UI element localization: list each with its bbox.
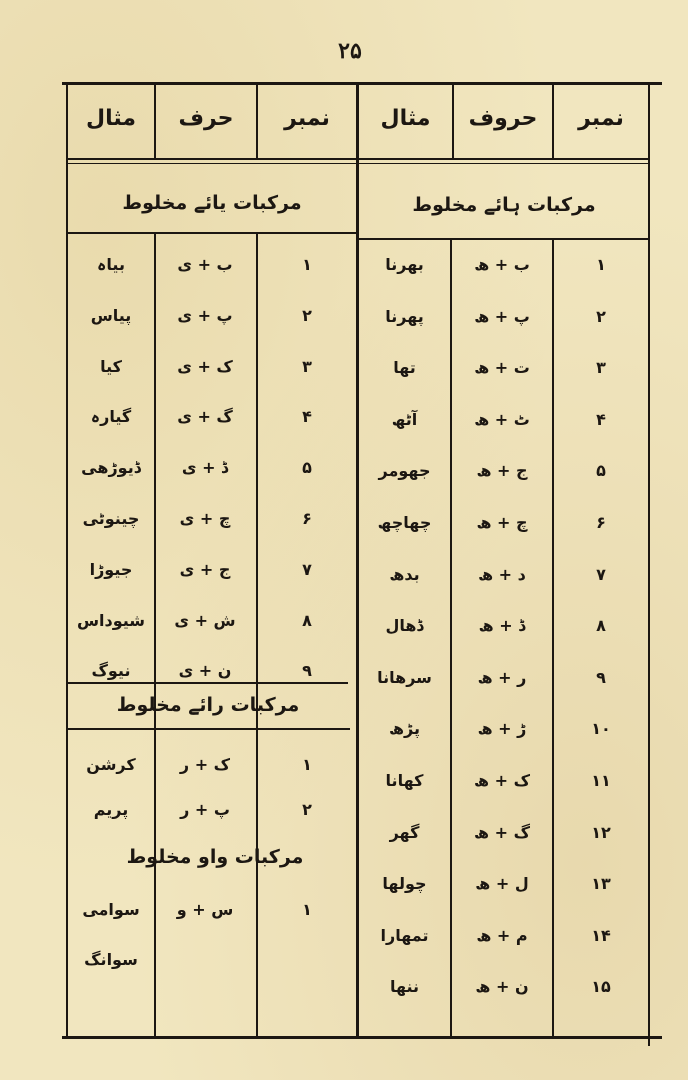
row-number: ۶ <box>596 513 606 532</box>
row-letters: ج + ی <box>179 559 231 579</box>
row-number: ۸ <box>302 610 312 630</box>
row-example: تھا <box>393 358 416 378</box>
row-letters: پ + ر <box>180 800 230 819</box>
row-letters: ش + ی <box>174 610 236 630</box>
header-letters-left: حرف <box>178 106 234 131</box>
row-example: سوامی <box>82 900 140 919</box>
row-number: ۱ <box>596 255 606 274</box>
row-example: کیا <box>100 356 122 376</box>
row-example: پیاس <box>90 305 132 325</box>
row-example: بدھ <box>389 564 420 584</box>
left-section1-title-rule <box>66 232 358 234</box>
row-example: چولھا <box>382 874 427 894</box>
row-example: پھرنا <box>385 306 424 326</box>
row-letters: چ + ھ <box>476 513 528 532</box>
row-number: ۵ <box>596 461 606 481</box>
row-example: نیوگ <box>91 661 131 681</box>
row-example: کرشن <box>86 755 136 774</box>
header-example-left: مثال <box>86 106 136 131</box>
row-letters: ک + ھ <box>474 771 530 790</box>
row-example: جیوڑا <box>89 559 133 579</box>
page-number: ۲۵ <box>338 38 362 64</box>
row-number: ۶ <box>302 509 312 528</box>
row-example: شیوداس <box>76 610 146 630</box>
row-number: ۱ <box>302 255 312 274</box>
row-number: ۱ <box>302 900 312 919</box>
row-number: ۸ <box>596 616 606 636</box>
row-example: ڈیوڑھی <box>81 458 141 478</box>
row-example: ننھا <box>389 977 420 997</box>
row-example: آٹھ <box>391 409 418 429</box>
row-number: ۱۵ <box>591 977 611 997</box>
row-number: ۹ <box>302 661 312 681</box>
row-example: چھاچھ <box>377 513 432 532</box>
row-letters: چ + ی <box>179 509 231 528</box>
row-letters: ب + ھ <box>474 255 530 274</box>
row-number: ۳ <box>302 356 312 376</box>
row-letters: پ + ھ <box>474 306 530 326</box>
table-right-border <box>648 84 650 1046</box>
row-example: پریم <box>93 800 129 819</box>
row-number: ۱۴ <box>591 925 611 945</box>
row-letters: ت + ھ <box>474 358 530 378</box>
row-number: ۵ <box>302 458 312 478</box>
header-number-left: نمبر <box>284 106 330 131</box>
right-section-title: مرکبات ہائے مخلوط <box>412 194 596 216</box>
left-section2-top-rule <box>66 682 348 684</box>
table-bottom-border <box>62 1036 662 1039</box>
right-section-title-rule <box>356 238 650 240</box>
row-letters: گ + ھ <box>474 822 530 842</box>
row-number: ۹ <box>596 667 606 687</box>
row-example: بیاہ <box>97 255 125 274</box>
row-example: ڈھال <box>385 616 424 636</box>
row-example: سرھانا <box>377 667 432 687</box>
row-letters: ر + ھ <box>477 667 527 687</box>
row-example: تمھارا <box>380 925 429 945</box>
row-letters: د + ھ <box>478 564 526 584</box>
row-number: ۷ <box>596 564 606 584</box>
row-example: گیارہ <box>90 407 132 427</box>
row-letters: گ + ی <box>177 407 233 427</box>
header-number-right: نمبر <box>578 106 624 131</box>
row-number: ۴ <box>596 409 606 429</box>
row-letters: ج + ھ <box>476 461 528 481</box>
row-example: سوانگ <box>84 950 138 969</box>
row-number: ۱۱ <box>591 771 611 790</box>
row-letters: ک + ی <box>177 356 233 376</box>
row-letters: ڑ + ھ <box>477 719 527 739</box>
row-example: جھومر <box>378 461 431 481</box>
row-letters: ٹ + ھ <box>474 409 530 429</box>
row-letters: ک + ر <box>179 755 231 774</box>
row-number: ۲ <box>596 306 606 326</box>
table-top-border <box>62 82 662 85</box>
header-example-right: مثال <box>380 106 431 131</box>
row-letters: ب + ی <box>177 255 233 274</box>
right-column-divider-2-body <box>450 240 452 1036</box>
row-letters: م + ھ <box>476 925 528 945</box>
row-number: ۱۲ <box>591 822 611 842</box>
row-number: ۱ <box>302 755 312 774</box>
row-letters: ل + ھ <box>475 874 529 894</box>
left-section3-title: مرکبات واو مخلوط <box>126 846 304 868</box>
left-section2-title: مرکبات رائے مخلوط <box>116 694 300 716</box>
row-example: پڑھ <box>389 719 420 739</box>
row-example: چینوٹی <box>82 509 140 528</box>
row-letters: ن + ی <box>178 661 232 681</box>
row-letters: ڈ + ی <box>181 458 229 478</box>
left-section1-title: مرکبات یائے مخلوط <box>122 192 302 214</box>
row-example: بھرنا <box>385 255 424 274</box>
row-number: ۴ <box>302 407 312 427</box>
header-letters-right: حروف <box>468 106 538 131</box>
left-section2-bottom-rule <box>66 728 350 730</box>
row-letters: ن + ھ <box>475 977 529 997</box>
row-example: گھر <box>389 822 420 842</box>
row-example: کھانا <box>385 771 424 790</box>
row-letters: ڈ + ھ <box>478 616 526 636</box>
row-number: ۷ <box>302 559 312 579</box>
row-letters: پ + ی <box>177 305 233 325</box>
row-number: ۲ <box>302 305 312 325</box>
row-number: ۲ <box>302 800 312 819</box>
row-number: ۳ <box>596 358 606 378</box>
row-letters: س + و <box>176 900 234 919</box>
row-number: ۱۰ <box>591 719 611 739</box>
center-divider <box>356 84 359 1036</box>
row-number: ۱۳ <box>591 874 611 894</box>
